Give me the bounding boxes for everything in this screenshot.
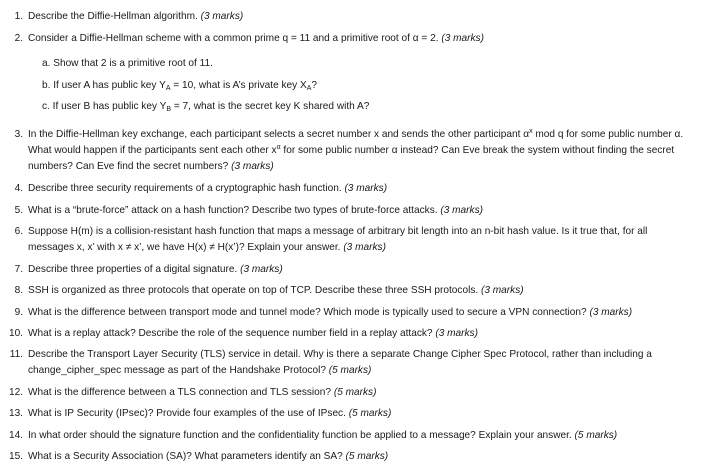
- question-3-line-2: What would happen if the participants sent each other $x^\alpha$ for some public number α instead? Can Eve break the system without finding the secret: [28, 144, 675, 156]
- question-13: 13. What is IP Security (IPsec)? Provide four examples of the use of IPsec. (5 marks): [8, 408, 392, 419]
- question-11-line-2: change_cipher_spec message as part of the Handshake Protocol? (5 marks): [28, 365, 372, 376]
- question-14: 14. In what order should the signature function and the confidentiality function be applied to a message? Explain your answer. (5 marks): [8, 430, 618, 441]
- question-3: 3. In the Diffie-Hellman key exchange, each participant selects a secret number x and sends the other participant $\alpha^x$ mod q for some public number α. What would happen if the participants sent each other $x^\alpha$ for some public number α instead? Can Eve break the system without finding the secret numbers? Can Eve find the secret numbers? (3 marks): [8, 127, 710, 175]
- question-6-line-2: messages x, x’ with x ≠ x’, we have H(x) ≠ H(x’)? Explain your answer. (3 marks): [28, 242, 386, 253]
- question-4: 4. Describe three security requirements of a cryptographic hash function. (3 marks): [14, 183, 388, 194]
- question-11: 11. Describe the Transport Layer Security (TLS) service in detail. Why is there a separate Change Cipher Spec Protocol, rather than including a change_cipher_spec message as part of the Handshake Protocol? (5 marks): [8, 347, 710, 379]
- question-7: 7. Describe three properties of a digital signature. (3 marks): [14, 264, 283, 275]
- question-9: 9. What is the difference between transport mode and tunnel mode? Which mode is typically used to secure a VPN connection? (3 marks): [14, 307, 633, 318]
- subpart-b: b. If user A has public key $Y_A = 10$, what is A’s private key $X_A$?: [42, 80, 318, 92]
- question-12: 12. What is the difference between a TLS connection and TLS session? (5 marks): [8, 387, 377, 398]
- subpart-c: c. If user B has public key $Y_B = 7$, what is the secret key K shared with A?: [42, 101, 370, 113]
- question-3-line-3: numbers? Can Eve find the secret numbers? (3 marks): [28, 161, 274, 172]
- question-15: 15. What is a Security Association (SA)? What parameters identify an SA? (5 marks): [8, 451, 389, 462]
- question-5: 5. What is a “brute-force” attack on a hash function? Describe two types of brute-force attacks. (3 marks): [14, 205, 483, 216]
- question-8: 8. SSH is organized as three protocols that operate on top of TCP. Describe these three SSH protocols. (3 marks): [14, 285, 524, 296]
- question-6: 6. Suppose H(m) is a collision-resistant hash function that maps a message of arbitrary bit length into an n-bit hash value. Is it true that, for all messages x, x’ with x ≠ x’, we have H(x) ≠ H(x’)? Explain your answer. (3 marks): [8, 224, 710, 256]
- subpart-a: a. Show that 2 is a primitive root of 11.: [42, 58, 213, 69]
- question-2: 2. Consider a Diffie-Hellman scheme with a common prime q = 11 and a primitive root of α = 2. (3 marks): [14, 33, 484, 44]
- question-1: 1. Describe the Diffie-Hellman algorithm. (3 marks): [14, 11, 244, 22]
- question-10: 10. What is a replay attack? Describe the role of the sequence number field in a replay attack? (3 marks): [8, 328, 478, 339]
